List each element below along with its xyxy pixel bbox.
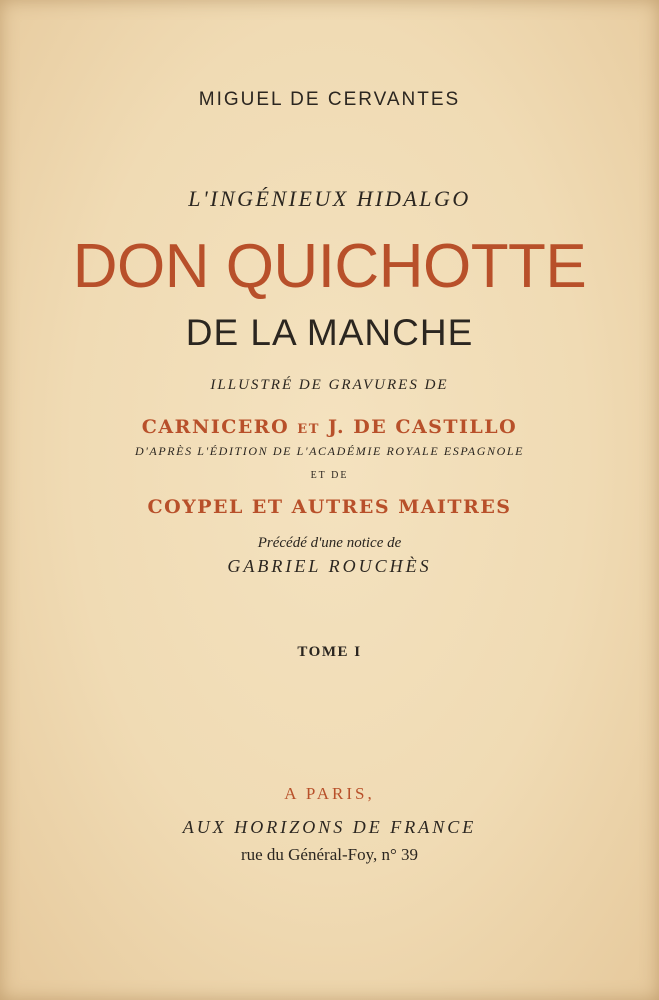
- illustrator-carnicero: CARNICERO: [141, 416, 290, 438]
- imprint-city: A PARIS,: [284, 784, 375, 803]
- author-name: MIGUEL DE CERVANTES: [198, 89, 461, 110]
- edition-source: D'APRÈS L'ÉDITION DE L'ACADÉMIE ROYALE ESPAGNOLE: [134, 444, 525, 458]
- illustrators-line-1: [0, 418, 659, 437]
- illustration-intro: ILLUSTRÉ DE GRAVURES DE: [210, 377, 449, 393]
- book-title-sub: DE LA MANCHE: [185, 312, 474, 353]
- notice-author: GABRIEL ROUCHÈS: [227, 556, 432, 576]
- illustrator-castillo: J. DE CASTILLO: [328, 416, 518, 438]
- book-title: DON QUICHOTTE: [72, 232, 587, 301]
- volume-label: TOME I: [297, 644, 362, 660]
- imprint-address: rue du Général-Foy, n° 39: [240, 845, 419, 864]
- imprint-publisher: AUX HORIZONS DE FRANCE: [182, 817, 477, 837]
- notice-intro: Précédé d'une notice de: [257, 535, 402, 551]
- subtitle-top: L'INGÉNIEUX HIDALGO: [188, 186, 471, 211]
- conjunction-et-de: ET DE: [310, 470, 349, 481]
- illustrators-line-2: COYPEL ET AUTRES MAITRES: [147, 496, 512, 518]
- conjunction-et: ET: [297, 422, 320, 437]
